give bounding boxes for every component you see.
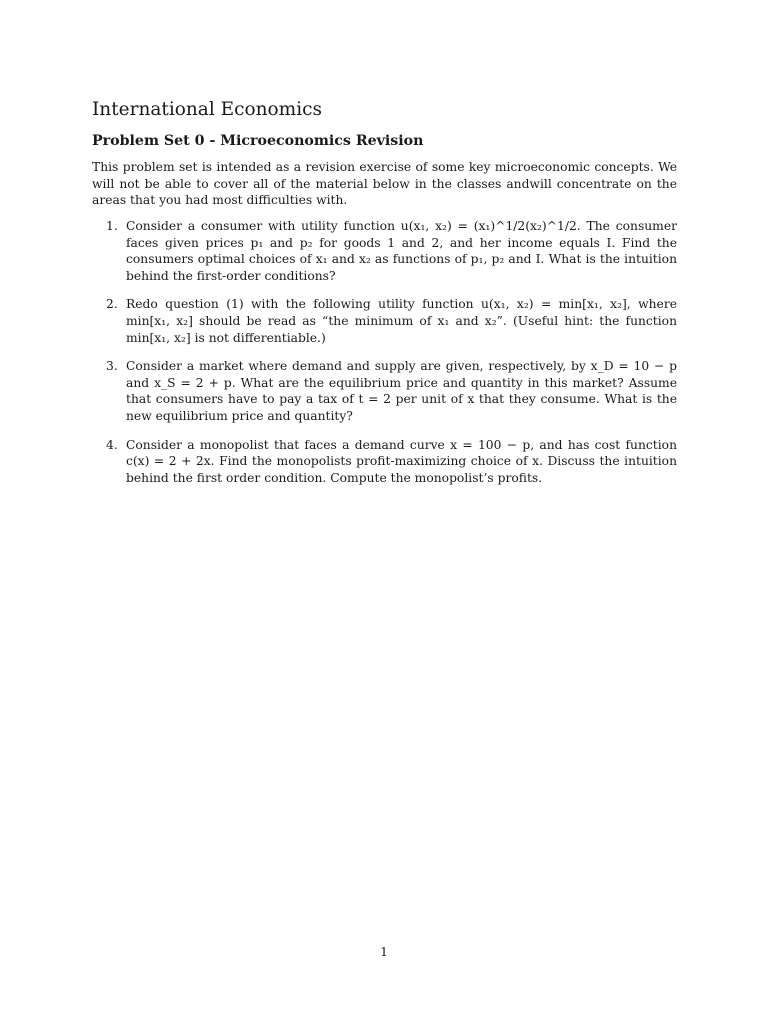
- problem-number: 4.: [106, 437, 118, 452]
- document-subtitle: Problem Set 0 - Microeconomics Revision: [92, 133, 424, 149]
- problem-item: [92, 218, 677, 284]
- problem-list: [92, 218, 677, 486]
- page-number: 1: [380, 945, 388, 959]
- intro-paragraph: This problem set is intended as a revision exercise of some key microeconomic concepts. We will not be able to cover all of the material below in the classes andwill concentrate on the areas that you had most difficulties with.: [92, 160, 677, 208]
- document-title: International Economics: [92, 99, 322, 120]
- problem-text: Consider a monopolist that faces a demand curve x = 100 − p, and has cost function c(x) = 2 + 2x. Find the monopolists profit-maximizing choice of x. Discuss the intuition behind the first order condition. Compute the monopolist’s profits.: [126, 437, 677, 485]
- problem-text: Redo question (1) with the following utility function u(x₁, x₂) = min[x₁, x₂], where min[x₁, x₂] should be read as “the minimum of x₁ and x₂”. (Useful hint: the function min[x₁, x₂] is not differentiable.): [126, 297, 677, 345]
- problem-item: [92, 437, 677, 487]
- problem-number: 2.: [106, 297, 118, 312]
- problem-number: 3.: [106, 359, 118, 374]
- problem-item: [92, 296, 677, 346]
- problem-number: 1.: [106, 219, 118, 233]
- problem-item: [92, 358, 677, 424]
- problem-text: Consider a consumer with utility function u(x₁, x₂) = (x₁)^1/2(x₂)^1/2. The consumer faces given prices p₁ and p₂ for goods 1 and 2, and her income equals I. Find the consumers optimal choices of x₁ and x₂ as functions of p₁, p₂ and I. What is the intuition behind the first-order conditions?: [126, 219, 677, 283]
- problem-text: Consider a market where demand and supply are given, respectively, by x_D = 10 − p and x_S = 2 + p. What are the equilibrium price and quantity in this market? Assume that consumers have to pay a tax of t = 2 per unit of x that they consume. What is the new equilibrium price and quantity?: [126, 359, 677, 423]
